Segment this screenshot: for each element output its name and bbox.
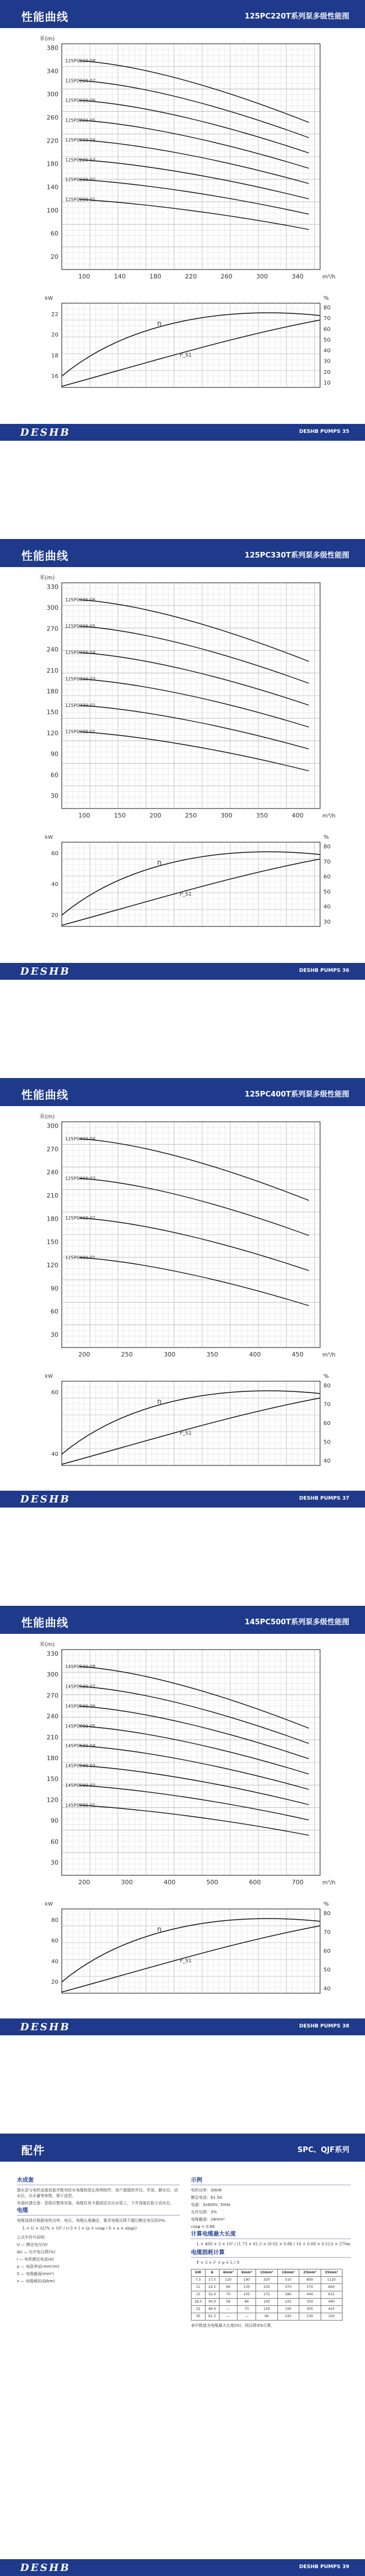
y-tick-label: 220 bbox=[47, 137, 58, 145]
table-cell: 320 bbox=[256, 2277, 277, 2284]
table-cell: 15 bbox=[191, 2291, 206, 2299]
table-cell: 280 bbox=[277, 2291, 299, 2299]
x-tick-label: 500 bbox=[206, 1879, 218, 1886]
table-cell: 22 bbox=[191, 2306, 206, 2313]
chart-page-header bbox=[0, 0, 365, 28]
curve-label: 125PC220-03 bbox=[65, 157, 96, 163]
power-label: P_S1 bbox=[180, 353, 192, 358]
power-label: P_S1 bbox=[180, 1958, 192, 1964]
table-cell: 56 bbox=[219, 2299, 238, 2306]
curve-label: 125PC220-02 bbox=[65, 177, 96, 182]
y-tick-label: 20 bbox=[51, 253, 58, 261]
curve-label: 145PC500-04 bbox=[65, 1743, 96, 1748]
x-tick-label: 250 bbox=[121, 1351, 133, 1358]
x-tick-label: 100 bbox=[78, 812, 90, 819]
curve-label: 125PC220-08 bbox=[65, 58, 96, 63]
example-line: 电源：3x400V, 50Hz bbox=[191, 2203, 231, 2207]
table-header-cell: A bbox=[205, 2269, 219, 2277]
y-tick-label: 240 bbox=[47, 646, 58, 654]
table-cell: 195 bbox=[277, 2306, 299, 2313]
header-subtitle: 125PC400T系列泵多级性能图 bbox=[244, 1090, 349, 1099]
efficiency-label: η bbox=[157, 858, 162, 866]
power-tick-label: 22 bbox=[51, 312, 58, 318]
y-tick-label: 330 bbox=[47, 583, 58, 591]
paragraph: 电缆选择应根据电机功率、电压、电缆长度确定，要求电缆压降不超过额定电压的3%。 bbox=[17, 2218, 169, 2223]
table-cell: 570 bbox=[299, 2284, 321, 2291]
header-title: 性能曲线 bbox=[21, 549, 69, 563]
efficiency-tick-label: 40 bbox=[323, 904, 331, 911]
curve-label: 125PC220-06 bbox=[65, 98, 96, 103]
y-tick-label: 270 bbox=[47, 1692, 58, 1700]
header-subtitle: 125PC330T系列泵多级性能图 bbox=[244, 551, 349, 560]
performance-chart-svg bbox=[0, 567, 365, 988]
x-tick-label: 450 bbox=[291, 1351, 304, 1358]
power-unit: kW bbox=[45, 835, 53, 841]
paragraph: 安装时请注意：泵组应整体吊装，电缆应用卡箍固定在出水管上，下井深度应低于动水位。 bbox=[17, 2201, 174, 2205]
table-cell: 615 bbox=[321, 2291, 343, 2299]
footer-page-label: DESHB PUMPS 38 bbox=[299, 2024, 349, 2029]
y-tick-label: 60 bbox=[51, 771, 58, 779]
x-tick-label: 700 bbox=[291, 1879, 304, 1886]
curve-label: 125PC330-04 bbox=[65, 650, 96, 655]
x-tick-label: 150 bbox=[113, 812, 126, 819]
accessory-header-subtitle: SPC、QJF系列 bbox=[297, 2146, 349, 2154]
x-tick-label: 300 bbox=[163, 1351, 176, 1358]
y-tick-label: 210 bbox=[47, 666, 58, 674]
table-cell: 120 bbox=[256, 2306, 277, 2313]
y-tick-label: 150 bbox=[47, 1775, 58, 1783]
efficiency-chart bbox=[45, 1901, 331, 1993]
curve-label: 125PC220-05 bbox=[65, 117, 96, 123]
brand-logo: DESHB bbox=[20, 966, 71, 978]
efficiency-tick-label: 70 bbox=[323, 1401, 331, 1408]
x-tick-label: 300 bbox=[256, 273, 268, 280]
section-title-cable: 电缆 bbox=[17, 2208, 180, 2216]
y-tick-label: 30 bbox=[51, 792, 58, 800]
y-tick-label: 180 bbox=[47, 1755, 58, 1762]
head-chart bbox=[39, 35, 335, 280]
y-axis-label: 米(m) bbox=[39, 575, 55, 581]
table-cell: 30 bbox=[191, 2313, 206, 2321]
example-line: 额定电流：61.5A bbox=[191, 2195, 222, 2200]
table-cell: 46.0 bbox=[205, 2306, 219, 2313]
head-chart bbox=[39, 574, 335, 819]
efficiency-tick-label: 80 bbox=[323, 305, 331, 311]
efficiency-tick-label: 30 bbox=[323, 358, 331, 365]
efficiency-tick-label: 80 bbox=[323, 1383, 331, 1389]
x-tick-label: 180 bbox=[149, 273, 162, 280]
x-tick-label: 140 bbox=[113, 273, 126, 280]
table-cell: 145 bbox=[277, 2313, 299, 2321]
table-row bbox=[191, 2313, 343, 2321]
x-tick-label: 200 bbox=[149, 812, 162, 819]
table-cell: — bbox=[219, 2313, 238, 2321]
symbol-du: ΔU — 允许电压降(%) bbox=[17, 2250, 56, 2254]
table-cell: 84 bbox=[238, 2299, 256, 2306]
example-line: 允许压降：3% bbox=[191, 2210, 217, 2214]
power-unit: kW bbox=[45, 296, 53, 302]
power-tick-label: 20 bbox=[51, 332, 58, 339]
table-row bbox=[191, 2277, 343, 2284]
table-note: 表中数值为电缆最大长度(m)，按压降3%计算。 bbox=[191, 2323, 275, 2328]
table-row bbox=[191, 2291, 343, 2299]
y-tick-label: 260 bbox=[47, 114, 58, 121]
efficiency-tick-label: 70 bbox=[323, 316, 331, 322]
x-tick-label: 260 bbox=[220, 273, 232, 280]
footer-page-label: DESHB PUMPS 35 bbox=[299, 429, 349, 435]
chart-page-3 bbox=[0, 1078, 365, 1606]
table-cell: 1120 bbox=[321, 2277, 343, 2284]
footer-page-label: DESHB PUMPS 36 bbox=[299, 968, 349, 974]
x-tick-label: 400 bbox=[249, 1351, 261, 1358]
y-tick-label: 300 bbox=[47, 604, 58, 612]
y-tick-label: 90 bbox=[51, 1285, 58, 1292]
table-cell: 320 bbox=[321, 2313, 343, 2321]
power-label: P_S1 bbox=[180, 1431, 192, 1436]
y-tick-label: 210 bbox=[47, 1192, 58, 1199]
curve-label: 125PC220-01 bbox=[65, 197, 96, 202]
efficiency-chart bbox=[45, 834, 331, 926]
power-tick-label: 40 bbox=[51, 1451, 58, 1458]
power-tick-label: 40 bbox=[51, 881, 58, 888]
chart-page-header bbox=[0, 1078, 365, 1106]
brand-logo: DESHB bbox=[20, 2021, 71, 2033]
y-tick-label: 90 bbox=[51, 1817, 58, 1825]
y-tick-label: 140 bbox=[47, 184, 58, 191]
y-tick-label: 340 bbox=[47, 67, 58, 75]
power-tick-label: 16 bbox=[51, 373, 58, 380]
curve-label: 125PC330-05 bbox=[65, 624, 96, 629]
symbol-u: U — 额定电压(V) bbox=[17, 2242, 48, 2247]
power-tick-label: 20 bbox=[51, 1979, 58, 1985]
table-cell: 17.5 bbox=[205, 2277, 219, 2284]
symbol-rho: ρ — 电阻率(Ω·mm²/m) bbox=[17, 2264, 60, 2269]
table-cell: 175 bbox=[256, 2291, 277, 2299]
y-tick-label: 330 bbox=[47, 1650, 58, 1657]
efficiency-unit: % bbox=[323, 295, 329, 302]
x-tick-label: 600 bbox=[249, 1879, 261, 1886]
brand-logo: DESHB bbox=[20, 427, 71, 439]
footer-page-label: DESHB PUMPS 37 bbox=[299, 1496, 349, 1501]
curve-label: 145PC500-02 bbox=[65, 1783, 96, 1788]
brand-logo: DESHB bbox=[20, 1493, 71, 1505]
head-chart bbox=[39, 1641, 335, 1886]
curve-label: 145PC500-06 bbox=[65, 1703, 96, 1709]
table-row bbox=[191, 2306, 343, 2313]
table-cell: 440 bbox=[299, 2291, 321, 2299]
example-line: 电缆截面：16mm² bbox=[191, 2217, 225, 2222]
y-tick-label: 270 bbox=[47, 625, 58, 633]
table-cell: 90 bbox=[219, 2284, 238, 2291]
symbol-i: I — 电机额定电流(A) bbox=[17, 2257, 54, 2262]
y-tick-label: 300 bbox=[47, 90, 58, 98]
brand-logo: DESHB bbox=[20, 2562, 71, 2574]
power-unit: kW bbox=[45, 1374, 53, 1380]
efficiency-tick-label: 80 bbox=[323, 844, 331, 850]
table-header-cell: 16mm² bbox=[277, 2269, 299, 2277]
efficiency-tick-label: 50 bbox=[323, 1439, 331, 1446]
table-cell: 305 bbox=[299, 2306, 321, 2313]
accessory-right-column bbox=[191, 2176, 351, 2330]
table-header-cell: 4mm² bbox=[219, 2269, 238, 2277]
table-cell: 40.0 bbox=[205, 2299, 219, 2306]
curve-label: 125PC220-07 bbox=[65, 78, 96, 84]
table-cell: 90 bbox=[256, 2313, 277, 2321]
y-axis-label: 米(m) bbox=[39, 36, 55, 42]
x-tick-label: 300 bbox=[220, 812, 232, 819]
y-tick-label: 150 bbox=[47, 709, 58, 716]
accessory-footer bbox=[0, 2559, 365, 2576]
chart-page-4 bbox=[0, 1606, 365, 2134]
power-label: P_S1 bbox=[180, 892, 192, 897]
table-cell: 73 bbox=[238, 2306, 256, 2313]
x-tick-label: 350 bbox=[206, 1351, 218, 1358]
curve-label: 145PC500-03 bbox=[65, 1763, 96, 1769]
y-tick-label: 240 bbox=[47, 1712, 58, 1720]
y-tick-label: 30 bbox=[51, 1859, 58, 1866]
efficiency-label: η bbox=[157, 319, 162, 327]
y-tick-label: 90 bbox=[51, 750, 58, 758]
table-cell: 105 bbox=[238, 2291, 256, 2299]
curve-label: 125PC400-02 bbox=[65, 1216, 96, 1221]
table-header-cell: kW bbox=[191, 2269, 206, 2277]
x-tick-label: 200 bbox=[78, 1879, 90, 1886]
curve-label: 125PC400-01 bbox=[65, 1255, 96, 1260]
efficiency-unit: % bbox=[323, 1373, 329, 1380]
table-cell: 800 bbox=[299, 2277, 321, 2284]
efficiency-tick-label: 60 bbox=[323, 1421, 331, 1427]
power-tick-label: 18 bbox=[51, 353, 58, 359]
efficiency-tick-label: 40 bbox=[323, 1458, 331, 1464]
y-tick-label: 120 bbox=[47, 1262, 58, 1269]
table-cell: 135 bbox=[238, 2284, 256, 2291]
example-line: 电机功率：30kW bbox=[191, 2188, 222, 2193]
header-title: 性能曲线 bbox=[21, 1616, 69, 1629]
paragraph: 公式中符号说明： bbox=[17, 2235, 48, 2240]
accessory-page bbox=[0, 2134, 365, 2576]
efficiency-tick-label: 70 bbox=[323, 858, 331, 865]
y-tick-label: 60 bbox=[51, 1838, 58, 1846]
efficiency-tick-label: 40 bbox=[323, 348, 331, 354]
x-axis-unit: m³/h bbox=[322, 813, 336, 819]
x-tick-label: 340 bbox=[291, 273, 304, 280]
section-title-example: 示例 bbox=[191, 2178, 351, 2185]
efficiency-tick-label: 50 bbox=[323, 889, 331, 896]
loss-formula: P = 3 × I² × ρ × L / S bbox=[197, 2260, 240, 2265]
y-tick-label: 60 bbox=[51, 1308, 58, 1316]
symbol-x: x — 电缆感抗(Ω/km) bbox=[17, 2279, 55, 2283]
symbol-s: S — 电缆截面(mm²) bbox=[17, 2272, 54, 2276]
accessory-header bbox=[0, 2134, 365, 2162]
efficiency-tick-label: 70 bbox=[323, 1929, 331, 1936]
efficiency-unit: % bbox=[323, 834, 329, 841]
efficiency-label: η bbox=[157, 1925, 162, 1933]
paragraph: 潜水泵与电机连接成套并配有防水电缆和逆止阀等附件。用户需提供井径、井深、静水位、动水位、出水量等参数，便于选型。 bbox=[17, 2188, 178, 2198]
x-tick-label: 300 bbox=[121, 1879, 133, 1886]
performance-chart-svg bbox=[0, 28, 365, 449]
x-axis-unit: m³/h bbox=[322, 1880, 336, 1886]
chart-page-2 bbox=[0, 539, 365, 1078]
cable-length-formula: L = U × ΔU% × 10³ / (√3 × I × (ρ × cosφ / S + x × sinφ)) bbox=[22, 2226, 137, 2231]
header-title: 性能曲线 bbox=[21, 10, 69, 24]
y-tick-label: 300 bbox=[47, 1122, 58, 1130]
efficiency-tick-label: 80 bbox=[323, 1911, 331, 1917]
y-tick-label: 180 bbox=[47, 160, 58, 168]
curve-label: 125PC330-01 bbox=[65, 729, 96, 734]
section-title-max-length: 计算电缆最大长度 bbox=[191, 2232, 351, 2239]
table-cell: 510 bbox=[277, 2277, 299, 2284]
chart-page-header bbox=[0, 539, 365, 567]
table-cell: 61.5 bbox=[205, 2313, 219, 2321]
efficiency-tick-label: 50 bbox=[323, 337, 331, 344]
chart-page-1 bbox=[0, 0, 365, 539]
efficiency-tick-label: 40 bbox=[323, 1986, 331, 1992]
header-title: 性能曲线 bbox=[21, 1088, 69, 1102]
y-tick-label: 120 bbox=[47, 1796, 58, 1804]
x-tick-label: 350 bbox=[256, 812, 268, 819]
efficiency-chart bbox=[45, 1373, 331, 1465]
example-line: cosφ = 0.86 bbox=[191, 2225, 215, 2229]
curve-label: 125PC330-02 bbox=[65, 703, 96, 708]
table-cell: 225 bbox=[277, 2299, 299, 2306]
table-header-cell: 25mm² bbox=[299, 2269, 321, 2277]
y-tick-label: 180 bbox=[47, 1215, 58, 1223]
power-tick-label: 80 bbox=[51, 1917, 58, 1924]
x-tick-label: 400 bbox=[163, 1879, 176, 1886]
x-tick-label: 400 bbox=[291, 812, 304, 819]
x-tick-label: 220 bbox=[185, 273, 197, 280]
curve-label: 125PC330-03 bbox=[65, 677, 96, 682]
efficiency-tick-label: 10 bbox=[323, 380, 331, 386]
curve-label: 125PC400-03 bbox=[65, 1176, 96, 1181]
performance-chart-svg bbox=[0, 1634, 365, 2044]
table-cell: — bbox=[219, 2306, 238, 2313]
table-cell: 230 bbox=[256, 2284, 277, 2291]
head-chart bbox=[39, 1113, 335, 1358]
table-cell: 32.0 bbox=[205, 2291, 219, 2299]
efficiency-tick-label: 60 bbox=[323, 1948, 331, 1954]
section-title-loss: 电缆损耗计算 bbox=[191, 2250, 351, 2258]
efficiency-tick-label: 60 bbox=[323, 874, 331, 880]
accessory-left-column bbox=[17, 2176, 180, 2286]
x-tick-label: 100 bbox=[78, 273, 90, 280]
section-title-water-set: 水成套 bbox=[17, 2178, 180, 2185]
efficiency-tick-label: 30 bbox=[323, 919, 331, 925]
y-tick-label: 100 bbox=[47, 207, 58, 214]
curve-label: 145PC500-08 bbox=[65, 1664, 96, 1669]
curve-label: 145PC500-01 bbox=[65, 1802, 96, 1808]
table-body bbox=[191, 2277, 343, 2321]
table-cell: 230 bbox=[299, 2313, 321, 2321]
table-row bbox=[191, 2284, 343, 2291]
table-cell: 18.5 bbox=[191, 2299, 206, 2306]
power-tick-label: 40 bbox=[51, 1958, 58, 1965]
y-tick-label: 380 bbox=[47, 44, 58, 52]
y-tick-label: 180 bbox=[47, 688, 58, 695]
table-cell: 11 bbox=[191, 2284, 206, 2291]
x-tick-label: 200 bbox=[78, 1351, 90, 1358]
y-tick-label: 150 bbox=[47, 1238, 58, 1246]
chart-page-header bbox=[0, 1606, 365, 1634]
curve-label: 125PC400-04 bbox=[65, 1136, 96, 1141]
y-tick-label: 300 bbox=[47, 1671, 58, 1679]
table-row bbox=[191, 2299, 343, 2306]
x-axis-unit: m³/h bbox=[322, 274, 336, 280]
table-header-cell: 10mm² bbox=[256, 2269, 277, 2277]
y-tick-label: 60 bbox=[51, 230, 58, 237]
y-tick-label: 120 bbox=[47, 729, 58, 737]
header-subtitle: 145PC500T系列泵多级性能图 bbox=[244, 1618, 349, 1627]
x-axis-unit: m³/h bbox=[322, 1352, 336, 1358]
power-unit: kW bbox=[45, 1902, 53, 1907]
table-header-row bbox=[191, 2269, 343, 2277]
y-axis-label: 米(m) bbox=[39, 1114, 55, 1120]
table-header-cell: 35mm² bbox=[321, 2269, 343, 2277]
efficiency-tick-label: 60 bbox=[323, 326, 331, 333]
y-tick-label: 210 bbox=[47, 1733, 58, 1741]
efficiency-unit: % bbox=[323, 1901, 329, 1907]
efficiency-tick-label: 20 bbox=[323, 369, 331, 376]
table-cell: 7.5 bbox=[191, 2277, 206, 2284]
table-cell: 425 bbox=[321, 2306, 343, 2313]
table-cell: 800 bbox=[321, 2284, 343, 2291]
curve-label: 145PC500-05 bbox=[65, 1723, 96, 1729]
table-cell: 350 bbox=[299, 2299, 321, 2306]
table-cell: 490 bbox=[321, 2299, 343, 2306]
cable-table bbox=[191, 2269, 343, 2321]
y-tick-label: 270 bbox=[47, 1145, 58, 1153]
power-tick-label: 60 bbox=[51, 851, 58, 857]
max-length-formula: L = 400 × 3 × 10³ / (1.73 × 61.5 × (0.02 × 0.86 / 16 + 0.08 × 0.51)) = 270m bbox=[197, 2242, 350, 2246]
table-header-cell: 6mm² bbox=[238, 2269, 256, 2277]
table-cell: 130 bbox=[219, 2277, 238, 2284]
efficiency-label: η bbox=[157, 1397, 162, 1405]
curve-label: 125PC330-06 bbox=[65, 597, 96, 602]
y-tick-label: 240 bbox=[47, 1168, 58, 1176]
power-tick-label: 60 bbox=[51, 1390, 58, 1396]
curve-label: 125PC220-04 bbox=[65, 138, 96, 143]
efficiency-tick-label: 50 bbox=[323, 1967, 331, 1974]
y-axis-label: 米(m) bbox=[39, 1642, 55, 1648]
power-tick-label: 20 bbox=[51, 912, 58, 919]
table-cell: 24.5 bbox=[205, 2284, 219, 2291]
efficiency-chart bbox=[45, 295, 331, 387]
power-tick-label: 60 bbox=[51, 1938, 58, 1944]
y-tick-label: 30 bbox=[51, 1331, 58, 1339]
table-cell: — bbox=[238, 2313, 256, 2321]
accessory-header-title: 配件 bbox=[21, 2144, 45, 2157]
header-subtitle: 125PC220T系列泵多级性能图 bbox=[244, 12, 349, 21]
curve-label: 145PC500-07 bbox=[65, 1684, 96, 1689]
table-cell: 370 bbox=[277, 2284, 299, 2291]
table-cell: 190 bbox=[238, 2277, 256, 2284]
table-cell: 70 bbox=[219, 2291, 238, 2299]
performance-chart-svg bbox=[0, 1106, 365, 1516]
x-tick-label: 250 bbox=[185, 812, 197, 819]
table-cell: 140 bbox=[256, 2299, 277, 2306]
footer-page-label: DESHB PUMPS 39 bbox=[299, 2564, 349, 2570]
